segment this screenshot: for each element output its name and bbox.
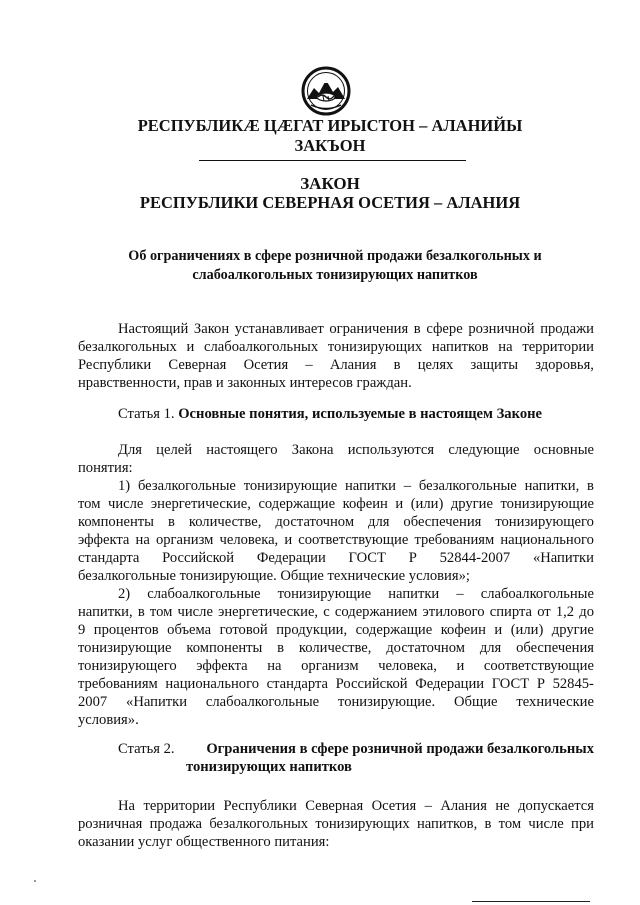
word: Осетия <box>371 798 417 814</box>
word: Алания <box>440 798 487 814</box>
word: слабоалкогольные <box>205 694 320 710</box>
word: в <box>277 640 285 656</box>
word: том <box>78 496 101 512</box>
word: ГОСТ <box>348 550 386 566</box>
article-1-line: понятия: <box>78 460 133 476</box>
word: (или) <box>410 496 444 512</box>
word: – <box>424 798 432 814</box>
word: настоящего <box>206 442 278 458</box>
preamble-line <box>78 356 594 374</box>
word: продукции, <box>276 622 348 638</box>
word: сфере <box>426 321 463 337</box>
word: от <box>537 604 551 620</box>
word: продажи <box>540 321 594 337</box>
word: следующие <box>448 442 520 458</box>
word: в <box>484 816 492 832</box>
word: целях <box>417 357 454 373</box>
word: напитки <box>388 586 440 602</box>
word: до <box>579 604 594 620</box>
word: – <box>305 357 313 373</box>
word: 2007 <box>78 694 108 710</box>
definition-1-line <box>78 531 594 549</box>
word: требованиям <box>414 532 495 548</box>
word: тонизирующие <box>243 478 338 494</box>
word: Для <box>118 442 142 458</box>
word: в <box>137 604 145 620</box>
word: Республики <box>223 798 297 814</box>
definition-1-line <box>78 549 594 567</box>
word: энергетические, <box>150 496 251 512</box>
word: числе <box>107 496 144 512</box>
definition-2-line <box>78 639 594 657</box>
word: достаточном <box>386 640 465 656</box>
word: напитков <box>431 339 489 355</box>
word: обеспечения <box>403 514 482 530</box>
word: защиты <box>470 357 519 373</box>
word: 52845- <box>552 676 594 692</box>
word: Закона <box>291 442 334 458</box>
law-word-russian: ЗАКОН <box>300 174 360 193</box>
word: Федерации <box>415 676 485 692</box>
word: На <box>118 798 136 814</box>
word: содержащие <box>258 496 336 512</box>
article-2-line: оказании услуг общественного питания: <box>78 834 330 850</box>
word: (или) <box>510 622 544 638</box>
word: на <box>267 658 282 674</box>
definition-1-line <box>78 513 594 531</box>
word: на <box>135 532 150 548</box>
word: числе <box>528 816 564 832</box>
word: Р <box>408 550 417 566</box>
word: другие <box>450 496 493 512</box>
word: человека, <box>219 532 279 548</box>
word: в <box>167 514 175 530</box>
word: спирта <box>489 604 533 620</box>
article-2-title-continued: тонизирующих напитков <box>186 759 352 775</box>
word: тонизирующие <box>500 496 594 512</box>
word: слабоалкогольных <box>204 339 319 355</box>
word: – <box>403 478 412 494</box>
word: Алания <box>329 357 377 373</box>
word: и <box>186 339 195 355</box>
word: компоненты <box>78 514 154 530</box>
article-2-title: Ограничения в сфере розничной продажи безалкогольных <box>206 741 594 757</box>
word: Общие <box>454 694 498 710</box>
word: объема <box>167 622 212 638</box>
word: напитки <box>344 478 396 494</box>
word: человека, <box>378 658 437 674</box>
word: кофеин <box>440 622 486 638</box>
word: ограничения <box>329 321 409 337</box>
word: безалкогольные <box>137 478 236 494</box>
word: для <box>479 640 502 656</box>
word: целей <box>156 442 193 458</box>
word: числе <box>177 604 213 620</box>
word: в <box>587 478 594 494</box>
word: при <box>571 816 594 832</box>
word: готовой <box>219 622 268 638</box>
article-2-label: Статья 2. <box>118 741 175 757</box>
word: эффекта <box>196 658 248 674</box>
word: «Напитки <box>126 694 188 710</box>
definition-2-line <box>78 675 594 693</box>
word: кофеин <box>342 496 388 512</box>
word: организм <box>301 658 359 674</box>
republic-name-russian: РЕСПУБЛИКИ СЕВЕРНАЯ ОСЕТИЯ – АЛАНИЯ <box>139 193 521 212</box>
article-1-heading <box>118 405 542 423</box>
coat-of-arms-icon <box>301 66 351 116</box>
word: Российской <box>335 676 408 692</box>
word: соответствующие <box>298 532 409 548</box>
word: тонизирующие <box>78 640 172 656</box>
law-title-line: слабоалкогольных тонизирующих напитков <box>192 267 478 283</box>
word: и <box>284 532 293 548</box>
word: розничная <box>78 816 143 832</box>
word: Российской <box>162 550 235 566</box>
word: энергетические, <box>218 604 319 620</box>
word: 2) <box>118 586 131 602</box>
preamble-line <box>78 338 594 356</box>
law-title-line: Об ограничениях в сфере розничной продажи безалкогольных и <box>128 248 542 264</box>
word: компоненты <box>186 640 263 656</box>
word: – <box>456 586 464 602</box>
definition-2-line: условия». <box>78 712 139 728</box>
definition-2-line <box>78 603 594 621</box>
word: эффекта <box>78 532 130 548</box>
word: «Напитки <box>532 550 594 566</box>
word: требованиям <box>78 676 158 692</box>
word: тонизирующие <box>277 586 372 602</box>
word: достаточном <box>275 514 355 530</box>
word: безалкогольных <box>209 816 309 832</box>
word: национального <box>165 676 260 692</box>
header-divider <box>199 160 466 161</box>
word: тонизирующих <box>327 339 423 355</box>
word: обеспечения <box>516 640 594 656</box>
definition-2-line <box>118 585 594 603</box>
preamble-line <box>118 320 594 338</box>
word: продажа <box>149 816 203 832</box>
article-2-heading <box>118 740 594 776</box>
word: допускается <box>518 798 594 814</box>
article-2-line <box>118 797 594 815</box>
word: содержащие <box>355 622 433 638</box>
word: Осетия <box>243 357 289 373</box>
word: тонизирующих <box>315 816 410 832</box>
word: слабоалкогольные <box>480 586 594 602</box>
word: технические <box>516 694 594 710</box>
law-word-ossetian: ЗАКЪОН <box>294 136 366 155</box>
word: количестве, <box>188 514 262 530</box>
word: напитки, <box>524 478 580 494</box>
word: количестве, <box>298 640 372 656</box>
word: с <box>323 604 330 620</box>
word: тонизирующего <box>495 514 594 530</box>
definition-1-line <box>118 477 594 495</box>
word: содержанием <box>334 604 418 620</box>
law-title <box>100 247 570 285</box>
article-2-line <box>78 815 594 833</box>
word: тонизирующего <box>78 658 177 674</box>
definition-2-line <box>78 621 594 639</box>
word: не <box>495 798 510 814</box>
word: стандарта <box>78 550 140 566</box>
word: напитки, <box>78 604 133 620</box>
word: 1) <box>118 478 131 494</box>
word: национального <box>500 532 594 548</box>
word: том <box>498 816 522 832</box>
word: Республики <box>78 357 152 373</box>
word: устанавливает <box>234 321 324 337</box>
word: Р <box>536 676 545 692</box>
word: розничной <box>468 321 535 337</box>
word: для <box>368 514 390 530</box>
word: ГОСТ <box>491 676 530 692</box>
word: и <box>395 496 404 512</box>
word: том <box>149 604 173 620</box>
word: на <box>498 339 513 355</box>
word: соответствующие <box>483 658 594 674</box>
word: стандарта <box>266 676 329 692</box>
article-1-label: Статья 1. <box>118 406 175 422</box>
article-1-title: Основные понятия, используемые в настоящем Законе <box>178 406 542 422</box>
definition-2-line <box>78 693 594 711</box>
footer-divider <box>472 901 590 902</box>
word: слабоалкогольные <box>147 586 261 602</box>
definition-1-line <box>78 495 594 513</box>
word: организм <box>155 532 214 548</box>
word: и <box>456 658 465 674</box>
word: безалкогольные <box>418 478 517 494</box>
word: 52844-2007 <box>439 550 511 566</box>
word: в <box>413 321 421 337</box>
word: 9 <box>78 622 86 638</box>
word: здоровья, <box>535 357 594 373</box>
word: тонизирующие. <box>338 694 436 710</box>
definition-1-line: безалкогольные тонизирующие. Общие технические условия»; <box>78 568 470 584</box>
word: основные <box>533 442 594 458</box>
word: и <box>494 622 503 638</box>
scan-speck <box>34 880 36 882</box>
word: Северная <box>305 798 364 814</box>
article-1-line <box>118 441 594 459</box>
word: используются <box>347 442 435 458</box>
republic-name-ossetian: РЕСПУБЛИКÆ ЦÆГАТ ИРЫСТОН – АЛАНИЙЫ <box>137 116 523 135</box>
definition-2-line <box>78 657 594 675</box>
word: территории <box>522 339 594 355</box>
word: Закон <box>193 321 230 337</box>
preamble-line: нравственности, прав и законных интересов граждан. <box>78 375 412 391</box>
word: другие <box>551 622 594 638</box>
word: Настоящий <box>118 321 189 337</box>
word: Северная <box>168 357 227 373</box>
word: Федерации <box>256 550 326 566</box>
word: 1,2 <box>555 604 575 620</box>
word: в <box>393 357 401 373</box>
word: безалкогольных <box>78 339 177 355</box>
word: напитков, <box>416 816 478 832</box>
word: территории <box>143 798 216 814</box>
word: этилового <box>422 604 485 620</box>
word: процентов <box>93 622 159 638</box>
